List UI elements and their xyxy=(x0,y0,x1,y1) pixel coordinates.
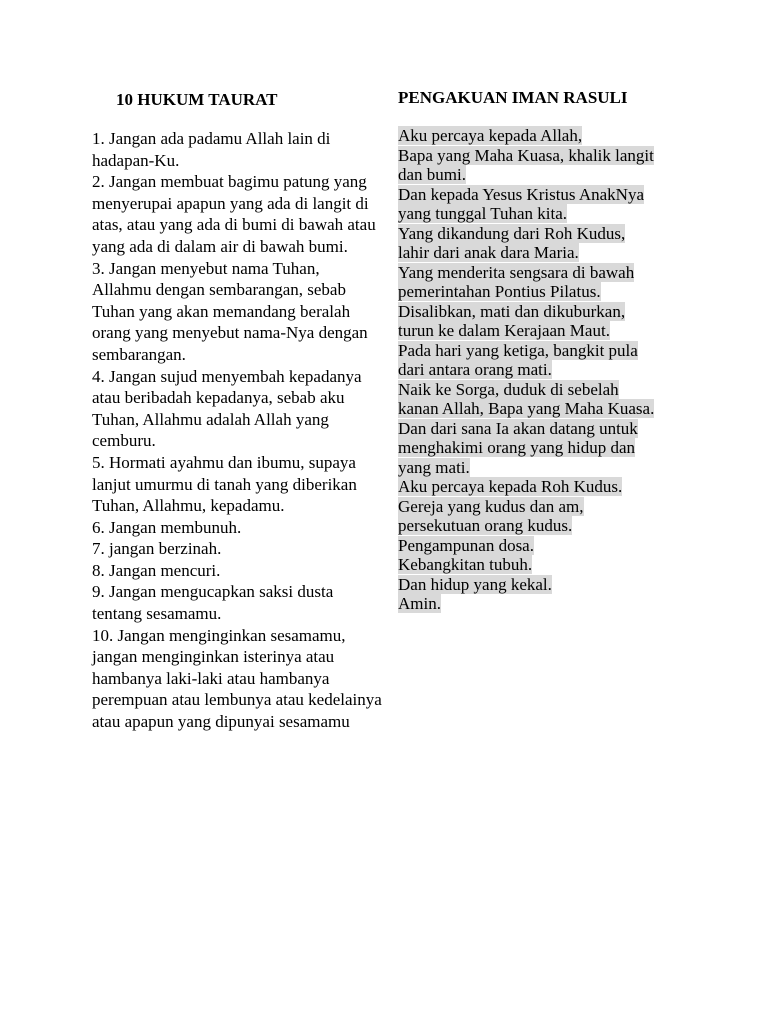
creed-line xyxy=(398,555,658,575)
creed-line-text: Bapa yang Maha Kuasa, khalik langit dan bumi. xyxy=(398,145,654,184)
commandment-item: 6. Jangan membunuh. xyxy=(92,517,242,537)
commandment-item: 5. Hormati ayahmu dan ibumu, supaya lanjut umurmu di tanah yang diberikan Tuhan, Allahmu, kepadamu. xyxy=(92,452,357,516)
creed-line xyxy=(398,536,658,556)
creed-line-text: Pengampunan dosa. xyxy=(398,535,534,555)
ten-commandments-title: 10 HUKUM TAURAT xyxy=(116,90,278,109)
creed-line-text: Pada hari yang ketiga, bangkit pula dari antara orang mati. xyxy=(398,340,638,379)
creed-line-text: Dan kepada Yesus Kristus AnakNya yang tunggal Tuhan kita. xyxy=(398,184,645,223)
commandment-item: 1. Jangan ada padamu Allah lain di hadapan-Ku. xyxy=(92,129,331,170)
creed-line-text: Gereja yang kudus dan am, persekutuan orang kudus. xyxy=(398,496,584,535)
creed-line-text: Dan hidup yang kekal. xyxy=(398,574,552,594)
creed-line xyxy=(398,146,658,185)
creed-line xyxy=(398,224,658,263)
creed-line-text: Yang dikandung dari Roh Kudus, lahir dari anak dara Maria. xyxy=(398,223,626,262)
commandment-item: 9. Jangan mengucapkan saksi dusta tentang sesamamu. xyxy=(92,582,334,624)
commandments-list xyxy=(92,128,382,733)
ten-commandments-column xyxy=(92,90,382,733)
creed-line xyxy=(398,477,658,497)
commandment-item: 7. jangan berzinah. xyxy=(92,539,222,559)
creed-line xyxy=(398,126,658,146)
creed-line xyxy=(398,263,658,302)
creed-text xyxy=(398,126,658,614)
commandment-item: 10. Jangan menginginkan sesamamu, jangan menginginkan isterinya atau hambanya laki-laki atau hambanya perempuan atau lembunya atau kedelainya atau apapun yang dipunyai sesamamu xyxy=(92,625,382,732)
creed-line-text: Amin. xyxy=(398,594,441,613)
creed-line-text: Kebangkitan tubuh. xyxy=(398,555,533,574)
creed-line-text: Aku percaya kepada Roh Kudus. xyxy=(398,477,623,496)
creed-line xyxy=(398,380,658,419)
creed-line xyxy=(398,302,658,341)
creed-line xyxy=(398,341,658,380)
creed-line-text: Dan dari sana Ia akan datang untuk menghakimi orang yang hidup dan yang mati. xyxy=(398,418,638,477)
apostles-creed-column xyxy=(398,88,658,614)
creed-line xyxy=(398,419,658,478)
creed-line-text: Naik ke Sorga, duduk di sebelah kanan Allah, Bapa yang Maha Kuasa. xyxy=(398,379,655,418)
commandment-item: 3. Jangan menyebut nama Tuhan, Allahmu dengan sembarangan, sebab Tuhan yang akan memandang beralah orang yang menyebut nama-Nya dengan sembarangan. xyxy=(92,258,368,364)
creed-line-text: Disalibkan, mati dan dikuburkan, turun ke dalam Kerajaan Maut. xyxy=(398,301,626,340)
creed-line-text: Aku percaya kepada Allah, xyxy=(398,126,583,145)
commandment-item: 2. Jangan membuat bagimu patung yang menyerupai apapun yang ada di langit di atas, atau yang ada di bumi di bawah atau yang ada di dalam air di bawah bumi. xyxy=(92,172,376,256)
creed-line xyxy=(398,575,658,595)
commandment-item: 4. Jangan sujud menyembah kepadanya atau beribadah kepadanya, sebab aku Tuhan, Allahmu adalah Allah yang cemburu. xyxy=(92,366,362,451)
creed-line xyxy=(398,497,658,536)
creed-line xyxy=(398,594,658,614)
creed-line-text: Yang menderita sengsara di bawah pemerintahan Pontius Pilatus. xyxy=(398,262,635,301)
creed-line xyxy=(398,185,658,224)
commandment-item: 8. Jangan mencuri. xyxy=(92,560,221,580)
apostles-creed-title: PENGAKUAN IMAN RASULI xyxy=(398,88,628,107)
